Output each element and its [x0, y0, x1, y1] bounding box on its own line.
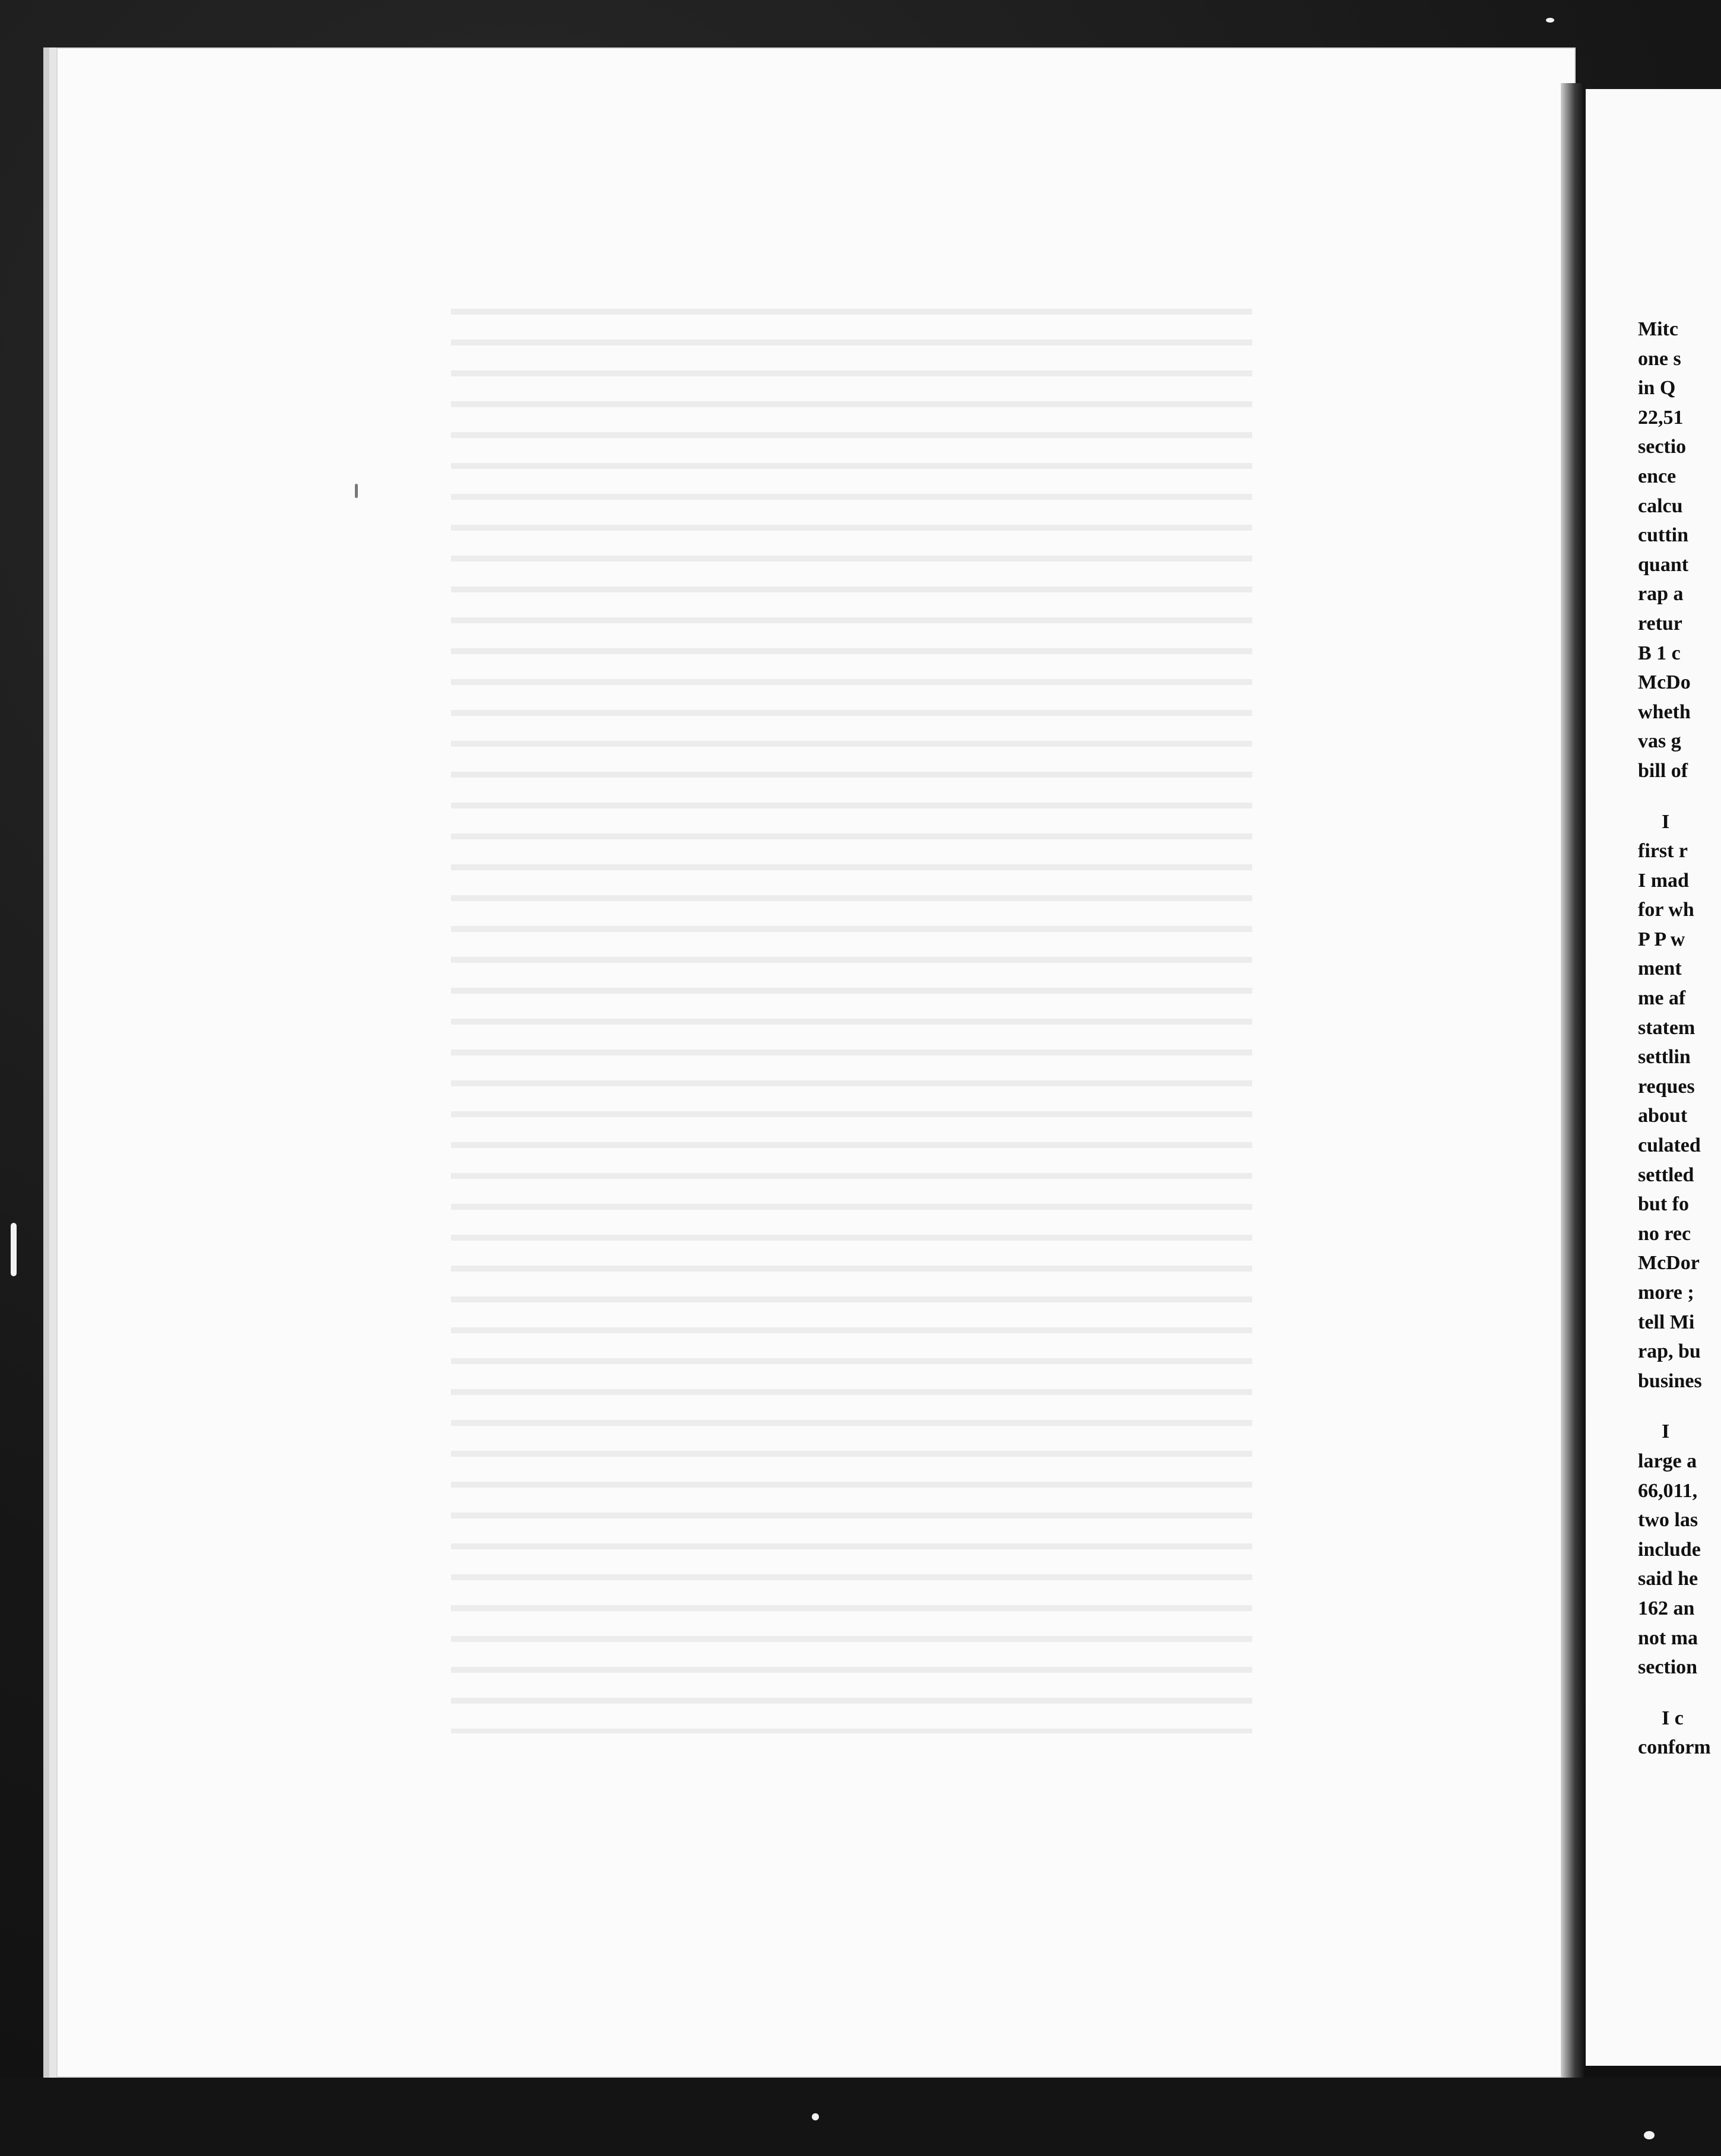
text-line: more ; — [1638, 1282, 1694, 1304]
text-line: settlin — [1638, 1046, 1691, 1069]
text-line: vas g — [1638, 730, 1681, 753]
text-line: B 1 c — [1638, 642, 1681, 664]
text-line: for wh — [1638, 899, 1694, 921]
text-line: McDor — [1638, 1252, 1700, 1274]
book-gutter — [1561, 83, 1585, 2078]
dust-speck — [812, 2113, 819, 2120]
paragraph-gap — [1638, 1682, 1721, 1704]
text-line: statem — [1638, 1016, 1695, 1039]
text-line: I mad — [1638, 869, 1689, 892]
right-page — [1586, 89, 1721, 2066]
text-line: not ma — [1638, 1626, 1698, 1649]
text-line: rap a — [1638, 583, 1684, 605]
text-line: said he — [1638, 1568, 1698, 1590]
text-line: two las — [1638, 1509, 1698, 1532]
dust-speck — [1546, 18, 1554, 23]
text-line: ment — [1638, 957, 1682, 980]
text-line: I c — [1662, 1707, 1684, 1729]
text-line: I — [1662, 810, 1670, 833]
text-line: calcu — [1638, 494, 1683, 517]
text-line: ence — [1638, 465, 1676, 487]
text-line: conform — [1638, 1736, 1711, 1759]
text-line: Mitc — [1638, 318, 1678, 340]
text-line: cuttin — [1638, 524, 1688, 547]
text-line: but fo — [1638, 1193, 1689, 1216]
text-line: no rec — [1638, 1222, 1691, 1245]
text-line: sectio — [1638, 436, 1687, 458]
text-line: I — [1662, 1421, 1670, 1443]
paragraph-gap — [1638, 1396, 1721, 1417]
text-line: in Q — [1638, 377, 1676, 400]
text-line: busines — [1638, 1369, 1702, 1392]
text-line: 162 an — [1638, 1597, 1695, 1619]
text-line: 66,011, — [1638, 1479, 1698, 1502]
text-line: wheth — [1638, 700, 1691, 723]
dust-speck — [355, 484, 358, 498]
text-line: culated — [1638, 1134, 1701, 1157]
text-line: settled — [1638, 1163, 1694, 1186]
text-line: me af — [1638, 987, 1686, 1010]
right-page-text-column — [1638, 315, 1721, 1762]
text-line: McDo — [1638, 671, 1691, 694]
text-line: 22,51 — [1638, 406, 1684, 429]
text-line: reques — [1638, 1075, 1695, 1098]
scan-bottom-edge — [0, 2078, 1721, 2156]
text-line: bill of — [1638, 759, 1688, 782]
text-line: about — [1638, 1105, 1688, 1127]
text-line: tell Mi — [1638, 1311, 1695, 1333]
show-through-text — [451, 309, 1252, 1733]
text-line: P P w — [1638, 928, 1685, 950]
text-line: include — [1638, 1538, 1701, 1561]
text-line: large a — [1638, 1450, 1697, 1472]
text-line: rap, bu — [1638, 1340, 1701, 1363]
page-stack-edge — [45, 56, 58, 2072]
paragraph-gap — [1638, 786, 1721, 807]
dust-speck — [11, 1223, 17, 1276]
text-line: section — [1638, 1656, 1698, 1679]
text-line: retur — [1638, 612, 1682, 635]
text-line: one s — [1638, 347, 1681, 370]
text-line: first r — [1638, 840, 1688, 863]
text-line: quant — [1638, 553, 1689, 576]
dust-speck — [1644, 2131, 1655, 2139]
